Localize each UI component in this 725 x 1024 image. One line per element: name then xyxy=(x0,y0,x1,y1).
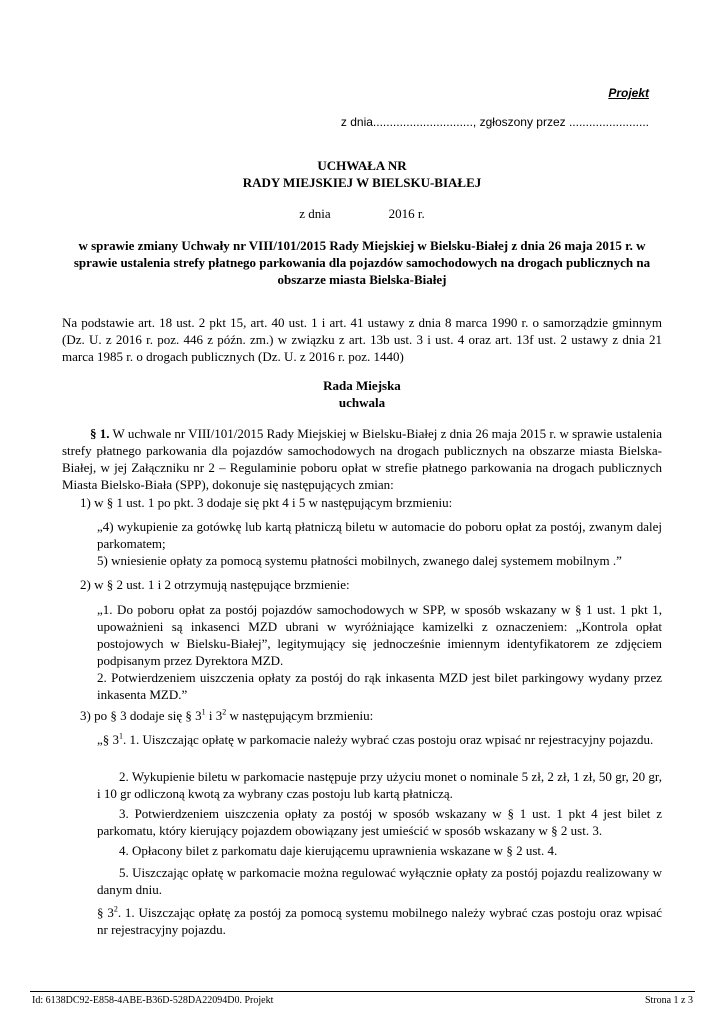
item-1-quote-1: „4) wykupienie za gotówkę lub kartą płatniczą biletu w automacie do poboru opłat za postój, zwanym dalej parkomatem; xyxy=(97,519,662,551)
item-3-quote-1-text: . 1. Uiszczając opłatę w parkomacie należy wybrać czas postoju oraz wpisać nr rejestracyjny pojazdu. xyxy=(123,732,654,747)
item-3-quote-4: 4. Opłacony bilet z parkomatu daje kierującemu uprawnienia wskazane w § 2 ust. 4. xyxy=(119,843,558,858)
projekt-label: Projekt xyxy=(608,86,649,100)
item-3-quote-5: 5. Uiszczając opłatę w parkomacie można regulować wyłącznie opłaty za postój pojazdu realizowany w danym dniu. xyxy=(97,865,662,897)
date-line xyxy=(62,206,662,222)
item-3-quote-2: 2. Wykupienie biletu w parkomacie następuje przy użyciu monet o nominale 5 zł, 2 zł, 1 zł, 50 gr, 20 gr, i 10 gr odliczoną kwotą za wybrany czas postoju lub kartą płatniczą. xyxy=(97,769,662,801)
footer-page-number: Strona 1 z 3 xyxy=(644,995,693,1006)
resolver-line-2: uchwala xyxy=(338,395,386,410)
title-line-2: RADY MIEJSKIEJ W BIELSKU-BIAŁEJ xyxy=(242,175,482,190)
submission-line: z dnia.............................., zgłoszony przez ........................ xyxy=(340,115,649,129)
item-3-quote-3: 3. Potwierdzeniem uiszczenia opłaty za postój w sposób wskazany w § 1 ust. 1 pkt 4 jest bilet z parkomatu, który kierujący pojazdem obowiązany jest umieścić w sposób wskazany w § 2 ust. 3. xyxy=(97,806,662,838)
item-3 xyxy=(80,707,373,724)
resolver-block xyxy=(62,377,662,411)
legal-basis: Na podstawie art. 18 ust. 2 pkt 15, art. 40 ust. 1 i art. 41 ustawy z dnia 8 marca 1990 r. o samorządzie gminnym (Dz. U. z 2016 r. poz. 446 z późn. zm.) w związku z art. 13b ust. 3 i ust. 4 oraz art. 13f ust. 2 ustawy z dnia 21 marca 1985 r. o drogach publicznych (Dz. U. z 2016 r. poz. 1440) xyxy=(62,315,662,364)
item-3-quote-6-pre: § 3 xyxy=(97,905,114,920)
item-3-quote-1-pre: „§ 3 xyxy=(97,732,120,747)
item-3-quote-1-sup: 1 xyxy=(119,731,124,741)
item-2: 2) w § 2 ust. 1 i 2 otrzymują następujące brzmienie: xyxy=(80,577,350,592)
subject-heading: w sprawie zmiany Uchwały nr VIII/101/2015 Rady Miejskiej w Bielsku-Białej z dnia 26 maja 2015 r. w sprawie ustalenia strefy płatnego parkowania dla pojazdów samochodowych na drogach publicznych na obszarze miasta Bielska-Białej xyxy=(73,238,651,287)
footer-divider xyxy=(30,991,695,992)
item-3-sup-1: 1 xyxy=(201,707,206,717)
item-2-quote-1: „1. Do poboru opłat za postój pojazdów samochodowych w SPP, w sposób wskazany w § 1 ust. 1 pkt 1, upoważnieni są inkasenci MZD ubrani w wyróżniające kamizelki z oznaczeniem: „Kontrola opłat postojowych w Bielsku-Białej”, legitymujący się jednocześnie imiennym identyfikatorem ze zdjęciem podpisanym przez Dyrektora MZD. xyxy=(97,602,662,668)
item-3-quote-6 xyxy=(97,904,662,938)
item-3-quote-6-sup: 2 xyxy=(113,904,118,914)
item-3-mid: i 3 xyxy=(205,708,223,723)
date-prefix: z dnia xyxy=(299,206,331,221)
item-3-quote-1 xyxy=(97,731,662,748)
item-1-quote-2: 5) wniesienie opłaty za pomocą systemu płatności mobilnych, zwanego dalej systemem mobilnym .” xyxy=(97,553,622,568)
item-1: 1) w § 1 ust. 1 po pkt. 3 dodaje się pkt 4 i 5 w następującym brzmieniu: xyxy=(80,495,453,510)
paragraph-1 xyxy=(62,425,662,493)
footer-document-id: Id: 6138DC92-E858-4ABE-B36D-528DA22094D0. Projekt xyxy=(32,995,274,1006)
paragraph-1-text: W uchwale nr VIII/101/2015 Rady Miejskiej w Bielsku-Białej z dnia 26 maja 2015 r. w sprawie ustalenia strefy płatnego parkowania dla pojazdów samochodowych na drogach publicznych na obszarze miasta Bielska-Białej, w jej Załączniku nr 2 – Regulaminie poboru opłat w strefie płatnego parkowania na drogach publicznych Miasta Bielsko-Biała (SPP), dokonuje się następujących zmian: xyxy=(62,426,663,492)
title-line-1: UCHWAŁA NR xyxy=(317,158,407,173)
date-year: 2016 r. xyxy=(388,206,425,221)
document-title xyxy=(62,157,662,191)
item-2-quote-2: 2. Potwierdzeniem uiszczenia opłaty za postój do rąk inkasenta MZD jest bilet parkingowy wydany przez inkasenta MZD.” xyxy=(97,670,662,702)
paragraph-1-label: § 1. xyxy=(90,426,110,441)
item-3-sup-2: 2 xyxy=(222,707,227,717)
item-3-post: w następującym brzmieniu: xyxy=(226,708,374,723)
item-3-pre: 3) po § 3 dodaje się § 3 xyxy=(80,708,202,723)
item-3-quote-6-text: . 1. Uiszczając opłatę za postój za pomocą systemu mobilnego należy wybrać czas postoju oraz wpisać nr rejestracyjny pojazdu. xyxy=(97,905,662,937)
resolver-line-1: Rada Miejska xyxy=(323,378,401,393)
